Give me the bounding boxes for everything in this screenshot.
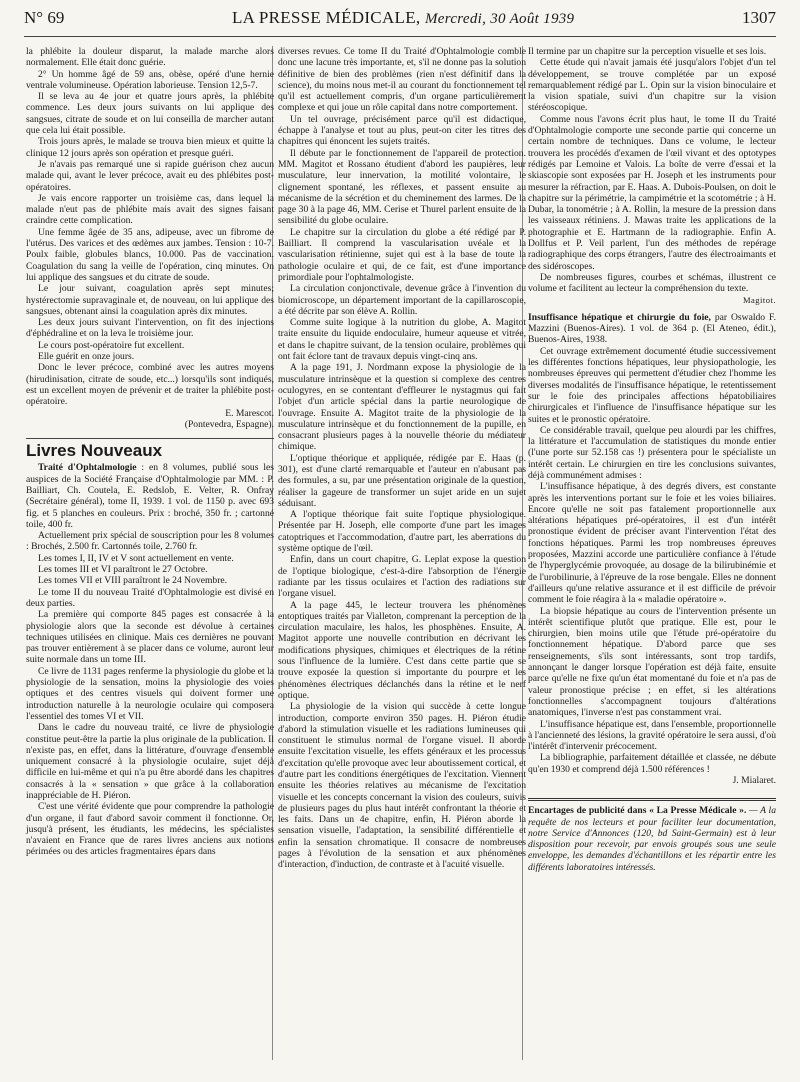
paragraph: Donc le lever précoce, combiné avec les autres moyens (hirudinisation, citrate de soude, etc...) lorsqu'ils sont indiqués, est un excellent moyen de prévenir et de traiter la phlébite post-opératoire. (26, 362, 274, 408)
column-1 (26, 46, 274, 858)
paragraph: La première qui comporte 845 pages est consacrée à la physiologie alors que la seconde est dévolue à certaines techniques utilisées en clinique. Mais ces dernières ne pouvant pas trouver entièrement à se placer dans ce volume, auront leur suite normale dans un tome III. (26, 609, 274, 666)
paragraph: Le tome II du nouveau Traité d'Ophtalmologie est divisé en deux parties. (26, 586, 274, 609)
paragraph: diverses revues. Ce tome II du Traité d'Ophtalmologie comble donc une lacune très importante, et, s'il ne donne pas la solution définitive de bien des problèmes (rien n'est définitif dans la science), du moins nous met-il au courant du fonctionnement tel qu'il est actuellement compris, d'un organe particulièrement complexe et qui joue un rôle capital dans notre comportement. (278, 46, 526, 114)
journal-name: LA PRESSE MÉDICALE, (231, 8, 421, 27)
paragraph: Ce livre de 1131 pages renferme la physiologie du globe et la physiologie de la sensation, moins la physiologie des voies optiques et des centres visuels qui doivent former une introduction naturelle à la neurologie oculaire qui composera l'essentiel des tomes VI et VII. (26, 665, 274, 722)
paragraph: Il débute par le fonctionnement de l'appareil de protection. MM. Magitot et Rossano étudient d'abord les paupières, leur musculature, leur innervation, la motilité volontaire, le clignement spontané, les réflexes, et passent ensuite au mécanisme de la sécrétion et du cheminement des larmes. De la page 30 à la page 46, MM. Cerise et Thurel parlent ensuite de la sensibilité du globe oculaire. (278, 147, 526, 227)
paragraph: La biopsie hépatique au cours de l'intervention présente un intérêt scientifique plutôt que pratique. Elle est, pour le chirurgien, bien moins utile que l'étude pré-opératoire du fonctionnement hépatique. D'abord parce que ses renseignements, s'ils sont intéressants, sont trop tardifs, annonçant le danger lorsque l'opération est déjà faite, ensuite parce qu'elle ne fixe qu'un état momentané du foie et n'a pas de valeur pronostique précise ; en effet, si les altérations fonctionnelles s'accompagnent toujours d'altérations anatomiques, l'inverse n'est pas constamment vrai. (528, 605, 776, 719)
paragraph: Il se leva au 4e jour et quatre jours après, la phlébite commence. Les deux jours suivants on lui applique des sangsues, citrate de soude et on lui conseilla de marcher autant que cela lui était possible. (26, 91, 274, 137)
paragraph: Cette étude qui n'avait jamais été jusqu'alors l'objet d'un tel développement, se trouve complétée par un exposé remarquablement rédigé par L. Opin sur la vision binoculaire et la vision spatiale, suivi d'un chapitre sur la vision stéréoscopique. (528, 57, 776, 114)
section-title: Livres Nouveaux (26, 441, 163, 461)
notice-text (528, 805, 776, 873)
author-signature: E. Marescot. (225, 407, 274, 419)
book-entry (26, 462, 274, 530)
paragraph: 2° Un homme âgé de 59 ans, obèse, opéré d'une hernie ventrale volumineuse. Opération laborieuse. Tension 12,5-7. (26, 68, 274, 91)
page-header (24, 8, 776, 37)
book-entry (528, 312, 776, 346)
paragraph: De nombreuses figures, courbes et schémas, illustrent ce volume et facilitent au lecteur la compréhension du texte. (528, 271, 776, 295)
book-details: par Oswaldo F. Mazzini (Buenos-Aires). 1 vol. de 364 p. (El Ateneo, édit.), Buenos-Aires, 1938. (528, 311, 776, 346)
paragraph: L'insuffisance hépatique, à des degrés divers, est constante après les interventions portant sur le foie et les voies biliaires. Encore qu'elle ne soit pas fatalement proportionnelle aux altérations hépatiques pré-opératoires, il est d'un intérêt pronostique évident de préciser avant l'intervention l'état des fonctions hépatiques. Parmi les trop nombreuses épreuves proposées, Mazzini accorde une particulière confiance à l'étude de l'hyperglycémie provoquée, au dosage de la bilirubinémie et de l'urobilinurie, à l'épreuve de la rose bengale. Elles ne donnent d'ailleurs qu'une relative assurance et il est difficile de prévoir comment le foie réagira à la « maladie opératoire ». (528, 481, 776, 606)
paragraph: Il termine par un chapitre sur la perception visuelle et ses lois. (528, 46, 767, 57)
paragraph: Elle guérit en onze jours. (38, 351, 135, 363)
paragraph: Je vais encore rapporter un troisième cas, dans lequel la malade n'eut pas de phlébite mais avait des signes faisant craindre cette complication. (26, 192, 274, 227)
issue-date: Mercredi, 30 Août 1939 (425, 11, 575, 27)
paragraph: Enfin, dans un court chapitre, G. Leplat expose la question de l'optique biologique, c'est-à-dire l'absorption de l'énergie radiante par les tissus oculaires et l'action des radiations sur l'organe visuel. (278, 554, 526, 600)
author-location: (Pontevedra, Espagne). (184, 418, 274, 430)
paragraph: La circulation conjonctivale, devenue grâce à l'invention du biomicroscope, un département important de la capillaroscopie, a été décrite par son élève A. Rollin. (278, 283, 526, 317)
column-3 (528, 46, 776, 873)
book-title: Insuffisance hépatique et chirurgie du foie, (528, 311, 711, 323)
paragraph: Les tomes III et VI paraîtront le 27 Octobre. (38, 564, 208, 576)
paragraph: La physiologie de la vision qui succède à cette longue introduction, comporte environ 350 pages. H. Piéron étudie d'abord la stimulation visuelle et les radiations lumineuses qui constituent le stimulus normal de l'organe visuel. Il aborde ensuite l'excitation visuelle, les effets généraux et les processus d'excitation qu'elle provoque avec leur aboutissement cortical, et d'autre part les conditions énergétiques de l'excitation. Viennent ensuite les théories relatives au mécanisme de l'excitation visuelle et les concepts concernant la vision des couleurs, suivis de plusieurs pages du plus haut intérêt confrontant la théorie et les faits. Dans un 4e chapitre, enfin, H. Piéron aborde la sensation visuelle, l'adaptation, la sensibilité différentielle et enfin la sensation chromatique. Il consacre de nombreuses pages à l'évolution de la sensation et aux phénomènes d'interaction, d'induction, de contraste et à l'acuité visuelle. (278, 701, 527, 871)
paragraph: Actuellement prix spécial de souscription pour les 8 volumes : Brochés, 2.500 fr. Cartonnés toile, 2.760 fr. (26, 530, 274, 553)
paragraph: Dans le cadre du nouveau traité, ce livre de physiologie constitue peut-être la partie la plus originale de la publication. Il n'existe pas, en effet, dans la littérature, d'ouvrage d'ensemble uniquement consacré à la physiologie oculaire, sujet déjà difficile en lui-même et qui n'a pu être abordé dans les chapitres consacrés à la « sensation » que grâce à la collaboration inappréciable de H. Piéron. (26, 722, 274, 801)
notice-body: — A la requête de nos lecteurs et pour faciliter leur documentation, notre Service d'Annonces (120, bd Saint-Germain) est à leur disposition pour recevoir, par envois groupés sous une seule enveloppe, les demandes d'échantillons et les répartir entre les différents laboratoires intéressés. (528, 805, 777, 873)
journal-title (232, 8, 574, 28)
paragraph: Les tomes VII et VIII paraîtront le 24 Novembre. (38, 575, 228, 587)
paragraph: La bibliographie, parfaitement détaillée et classée, ne débute qu'en 1930 et comprend déjà 1.500 références ! (528, 752, 776, 775)
paragraph: Les tomes I, II, IV et V sont actuellement en vente. (38, 552, 234, 564)
section-divider (26, 438, 274, 439)
paragraph: A la page 191, J. Nordmann expose la physiologie de la musculature intrinsèque et la question si complexe des centres oculogyres, en se contentant d'effleurer le nystagmus qui fait l'objet d'un article spécial dans la partie neurologique de l'ouvrage. Ensuite A. Magitot traite de la physiologie de la musculature intrinsèque et du fonctionnement de la pupille, en consacrant plusieurs pages à la nouvelle théorie du médiateur chimique. (278, 362, 526, 453)
paragraph: A l'optique théorique fait suite l'optique physiologique. Présentée par H. Joseph, elle comporte d'une part les images catoptriques et l'accommodation, d'autre part, les aberrations du système optique de l'œil. (278, 509, 526, 555)
paragraph: la phlébite la douleur disparut, la malade marche alors normalement. Elle était donc guérie. (26, 46, 274, 69)
notice-title: Encartages de publicité dans « La Presse Médicale ». (528, 805, 747, 817)
book-title: Traité d'Ophtalmologie (38, 462, 137, 474)
paragraph: Comme nous l'avons écrit plus haut, le tome II du Traité d'Ophtalmologie comporte une seconde partie qui concerne un certain nombre de techniques. Dans ce volume, le lecteur trouvera les procédés d'examen de l'œil vivant et des optotypes rédigés par Lemoine et Valois. La boîte de verre d'essai et la skiascopie sont exposées par H. Joseph et les instruments pour mesurer la réfraction, par E. Haas. A. Dubois-Poulsen, on doit le chapitre sur la périmétrie, la campimétrie et la scotométrie ; à H. Dubar, la tonométrie ; à A. Rollin, la mesure de la pression dans les vaisseaux rétiniens. J. Mawas traite les applications de la photographie et E. Hartmann de la radiographie. Enfin A. Dollfus et P. Veil parlent, l'un des méthodes de repérage radiographique des corps étrangers, l'autre des électroaimants et des sidéroscopes. (528, 113, 776, 272)
paragraph: L'insuffisance hépatique est, dans l'ensemble, proportionnelle à l'ancienneté des lésions, la gravité opératoire le sera aussi, d'où l'intérêt d'intervenir précocement. (528, 718, 777, 753)
column-2 (278, 46, 526, 871)
paragraph: Trois jours après, le malade se trouva bien mieux et quitte la clinique 12 jours après son opération et presque guéri. (26, 136, 274, 159)
paragraph: A la page 445, le lecteur trouvera les phénomènes entoptiques traités par Vialleton, comprenant la perception de la circulation maculaire, les halos, les phosphènes. Ensuite, A. Magitot apporte une nouvelle contribution en décrivant les modifications physiques, chimiques et électriques de la rétine sous l'influence de la lumière. C'est dans cette partie que se trouve exposée la question si importante du pourpre et les phénomènes électriques déclanchés dans la rétine et le nerf optique. (278, 599, 526, 701)
paragraph: Le chapitre sur la circulation du globe a été rédigé par P. Bailliart. Il comprend la vascularisation uvéale et la vascularisation rétinienne, sujet qui est à la base de toute la pathologie oculaire et qui, de ce fait, est d'une importance primordiale pour l'ophtalmologiste. (278, 226, 526, 283)
paragraph: Je n'avais pas remarqué une si rapide guérison chez aucun malade qui, avant le lever précoce, avait eu des phlébites post-opératoires. (26, 158, 274, 193)
issue-number: N° 69 (24, 8, 65, 27)
paragraph: L'optique théorique et appliquée, rédigée par E. Haas (p. 301), est d'une clarté remarquable et l'auteur en n'abusant pas des formules, a su, par une présentation originale de la question, réaliser la gageure de transformer un sujet aride en un sujet séduisant. (278, 452, 526, 509)
paragraph: Cet ouvrage extrêmement documenté étudie successivement les différentes fonctions hépatiques, leur physiopathologie, les nombreuses épreuves qui permettent d'étudier chez l'homme les diverses modalités de l'insuffisance hépatique, le retentissement sur le foie des principales affections hépatobiliaires chirurgicales et l'influence de l'insuffisance hépatique sur les suites et le pronostic opératoire. (528, 345, 776, 425)
paragraph: Un tel ouvrage, précisément parce qu'il est didactique, échappe à l'analyse et tout au plus, peut-on citer les titres des chapitres qui énoncent les sujets traités. (278, 113, 526, 148)
paragraph: C'est une vérité évidente que pour comprendre la pathologie d'un organe, il faut d'abord savoir comment il fonctionne. Or, jusqu'à présent, les étudiants, les médecins, les spécialistes n'avaient en France que de rares livres anciens aux notions périmées ou des articles fragmentaires épars dans (26, 801, 274, 858)
paragraph: Le cours post-opératoire fut excellent. (38, 339, 185, 351)
page-number: 1307 (742, 8, 776, 27)
author-signature: Magitot. (742, 294, 776, 305)
paragraph: Une femme âgée de 35 ans, adipeuse, avec un fibrome de l'utérus. Des varices et des œdèmes aux jambes. Tension : 10-7. Poulx faible, globules blancs, 10.000. Pas de vaccination. Coagulation du sang la veille de l'opération, cinq minutes. On lui applique des sangsues et du citrate de soude. (26, 226, 274, 283)
paragraph: Les deux jours suivant l'intervention, on fit des injections d'éphédraline et on la leva le troisième jour. (26, 317, 274, 340)
advertising-notice (528, 798, 776, 873)
paragraph: Comme suite logique à la nutrition du globe, A. Magitot traite ensuite du liquide endoculaire, humeur aqueuse et vitrée, et dans le chapitre suivant, de la tension oculaire, problèmes qui ont fait éclore tant de travaux depuis vingt-cinq ans. (278, 317, 526, 363)
book-details: : en 8 volumes, publié sous les auspices de la Société Française d'Ophtalmologie par MM. : P. Bailliart, Ch. Coutela, E. Redslob, E. Velter, R. Onfray (Secrétaire général), tome II, 1939. 1 vol. de 1150 p. avec 693 fig. et 5 planches en couleurs. Prix : broché, 350 fr. ; cartonné toile, 400 fr. (26, 462, 274, 530)
author-signature: J. Mialaret. (732, 775, 776, 786)
paragraph: Le jour suivant, coagulation après sept minutes; hystérectomie supravaginale et, de nouveau, on lui applique des sangsues, obtenant ainsi la coagulation après dix minutes. (26, 283, 274, 317)
paragraph: Ce considérable travail, quelque peu alourdi par les chiffres, la littérature et l'accumulation de statistiques du monde entier (l'une porte sur 52.158 cas !) présentera pour le spécialiste un intérêt certain. Le chirurgien en tire les conclusions suivantes, déjà communément admises : (528, 424, 776, 481)
